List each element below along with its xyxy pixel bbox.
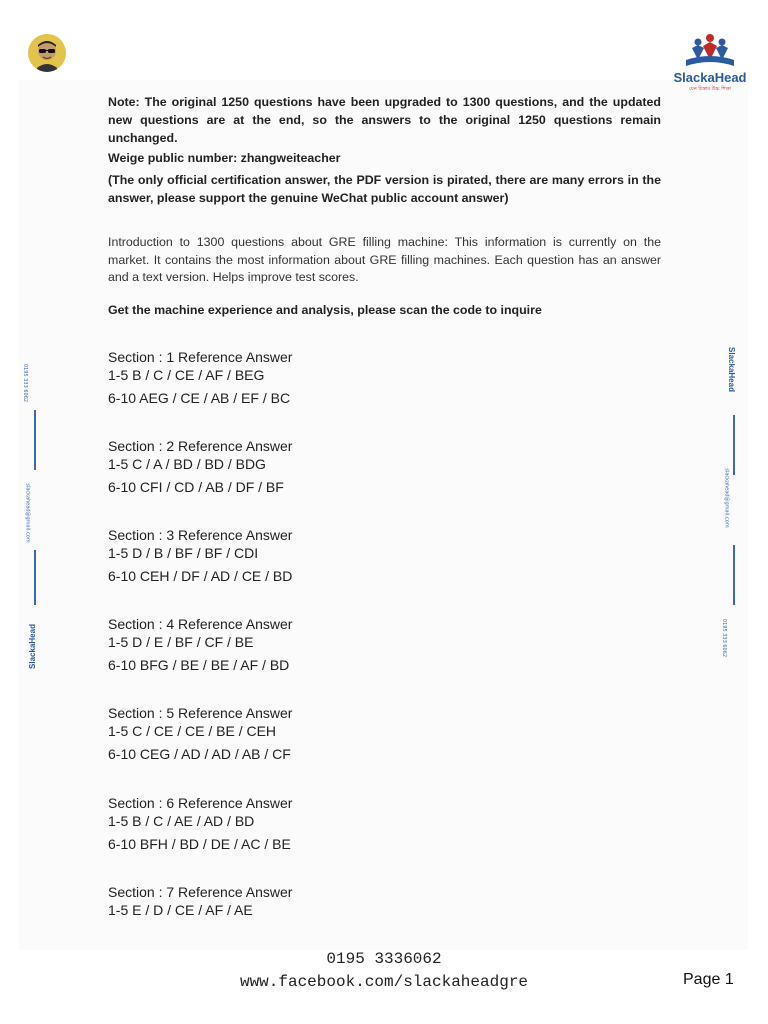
side-divider — [34, 410, 36, 470]
section-title: Section : 2 Reference Answer — [108, 438, 293, 454]
answers-1-5: 1-5 E / D / CE / AF / AE — [108, 902, 253, 918]
answers-1-5: 1-5 C / CE / CE / BE / CEH — [108, 723, 277, 739]
section-title: Section : 4 Reference Answer — [108, 616, 293, 632]
section-title: Section : 5 Reference Answer — [108, 705, 293, 721]
upgrade-note: Note: The original 1250 questions have been upgraded to 1300 questions, and the updated new questions are at the end, so the answers to the original 1250 questions remain unchanged. — [108, 95, 661, 145]
section-title: Section : 7 Reference Answer — [108, 884, 293, 900]
section-block — [108, 526, 292, 585]
section-block — [108, 704, 292, 763]
avatar-face-icon — [28, 34, 66, 72]
side-phone-text: 0195 333 6062 — [22, 363, 29, 403]
scan-instruction: Get the machine experience and analysis, please scan the code to inquire — [108, 303, 542, 317]
brand-logo — [670, 30, 750, 96]
section-block — [108, 437, 292, 496]
side-divider — [34, 550, 36, 605]
answers-1-5: 1-5 D / B / BF / BF / CDI — [108, 545, 259, 561]
logo-brand-text: SlackaHead — [673, 70, 747, 85]
side-email-text: slackahead@gmail.com — [24, 483, 31, 543]
intro-paragraph: Introduction to 1300 questions about GRE filling machine: This information is currently on the market. It contains the most information about GRE filling machines. Each question has an answer and a text version. Helps improve test scores. — [108, 235, 661, 284]
answers-6-10: 6-10 CFI / CD / AB / DF / BF — [108, 479, 284, 495]
answers-1-5: 1-5 C / A / BD / BD / BDG — [108, 456, 266, 472]
side-divider — [733, 415, 735, 475]
section-block — [108, 615, 292, 674]
side-watermark-left — [22, 360, 42, 680]
answers-6-10: 6-10 BFG / BE / BE / AF / BD — [108, 657, 290, 673]
side-phone-text: 0195 333 6062 — [721, 618, 728, 658]
footer-phone: 0195 3336062 — [326, 950, 442, 968]
weige-note: Weige public number: zhangweiteacher — [108, 151, 341, 165]
answers-6-10: 6-10 BFH / BD / DE / AC / BE — [108, 836, 291, 852]
answers-1-5: 1-5 D / E / BF / CF / BE — [108, 634, 254, 650]
answers-1-5: 1-5 B / C / CE / AF / BEG — [108, 367, 265, 383]
side-brand-text: SlackaHead — [726, 347, 736, 392]
page-number: Page 1 — [683, 971, 734, 988]
official-note: (The only official certification answer, the PDF version is pirated, there are many errors in the answer, please support the genuine WeChat public account answer) — [108, 173, 661, 205]
answers-6-10: 6-10 AEG / CE / AB / EF / BC — [108, 390, 291, 406]
answers-6-10: 6-10 CEG / AD / AD / AB / CF — [108, 746, 291, 762]
side-email-text: slackahead@gmail.com — [723, 468, 730, 528]
footer-facebook-link[interactable]: www.facebook.com/slackaheadgre — [239, 973, 529, 991]
section-title: Section : 3 Reference Answer — [108, 527, 293, 543]
section-title: Section : 1 Reference Answer — [108, 349, 293, 365]
answers-1-5: 1-5 B / C / AE / AD / BD — [108, 813, 255, 829]
book-people-icon — [670, 30, 750, 72]
side-brand-text: SlackaHead — [27, 624, 37, 669]
answers-6-10: 6-10 CEH / DF / AD / CE / BD — [108, 568, 293, 584]
avatar — [28, 34, 66, 72]
side-watermark-right — [721, 345, 741, 665]
section-block — [108, 348, 292, 407]
section-block — [108, 883, 292, 919]
section-block — [108, 794, 292, 853]
logo-tagline: যেন চিন্তার উচ্চ শিক্ষা — [688, 86, 732, 92]
side-divider — [733, 545, 735, 605]
section-title: Section : 6 Reference Answer — [108, 795, 293, 811]
